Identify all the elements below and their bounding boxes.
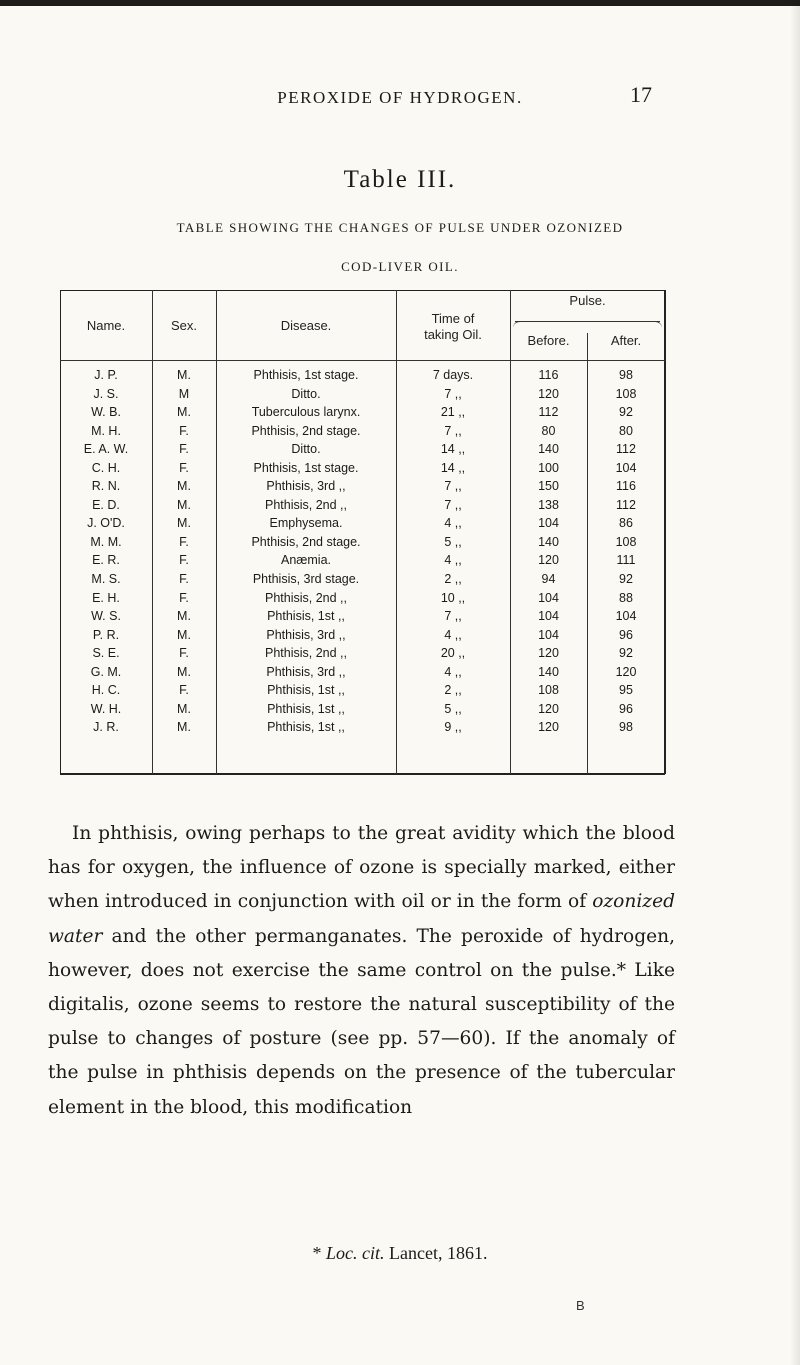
cell-before: 112 <box>538 405 559 420</box>
cell-sex: M. <box>177 627 191 642</box>
cell-time: 2 ,, <box>444 572 462 587</box>
cell-disease: Phthisis, 2nd ,, <box>265 497 347 512</box>
cell-after: 108 <box>615 386 637 401</box>
cell-before: 138 <box>538 497 559 512</box>
body-text-part-1: In phthisis, owing perhaps to the great avidity which the blood has for oxygen, the influence of ozone is specially marked, either when introduced in conjunction with oil or in the form of <box>48 823 675 913</box>
cell-sex: M. <box>177 701 191 716</box>
cell-time: 5 ,, <box>444 534 462 549</box>
cell-sex: M <box>178 386 190 401</box>
page-number: 17 <box>630 82 652 107</box>
table-border-bottom <box>60 773 665 775</box>
table-row <box>60 702 665 721</box>
cell-sex: F. <box>179 534 189 549</box>
table-row <box>60 368 665 387</box>
cell-time: 9 ,, <box>444 720 462 735</box>
cell-before: 120 <box>538 646 559 661</box>
cell-sex: M. <box>177 609 191 624</box>
page-header <box>0 82 800 112</box>
cell-sex: F. <box>179 460 189 475</box>
cell-after: 116 <box>616 479 636 494</box>
table-row <box>60 572 665 591</box>
cell-name: M. M. <box>90 534 122 549</box>
cell-disease: Phthisis, 3rd ,, <box>266 664 346 679</box>
signature-mark: B <box>576 1298 585 1313</box>
cell-disease: Phthisis, 1st ,, <box>267 701 345 716</box>
cell-before: 100 <box>538 460 559 475</box>
cell-time: 7 ,, <box>444 497 462 512</box>
cell-before: 150 <box>538 479 559 494</box>
header-before: Before. <box>527 333 570 348</box>
cell-sex: F. <box>179 646 189 661</box>
cell-before: 104 <box>538 590 559 605</box>
cell-before: 120 <box>538 553 559 568</box>
cell-time: 7 ,, <box>444 479 462 494</box>
cell-after: 120 <box>615 664 637 679</box>
footnote-italic: Loc. cit. <box>326 1243 385 1263</box>
cell-sex: M. <box>177 664 191 679</box>
cell-after: 92 <box>619 572 633 587</box>
cell-disease: Phthisis, 1st ,, <box>267 609 345 624</box>
cell-time: 4 ,, <box>444 627 462 642</box>
cell-name: C. H. <box>91 460 121 475</box>
table-row <box>60 442 665 461</box>
cell-before: 140 <box>538 534 559 549</box>
table-caption-line-2: COD-LIVER OIL. <box>341 259 459 274</box>
table-row <box>60 665 665 684</box>
cell-time: 7 ,, <box>444 386 462 401</box>
running-head: PEROXIDE OF HYDROGEN. <box>277 88 523 107</box>
cell-time: 21 ,, <box>440 405 466 420</box>
cell-after: 98 <box>619 720 633 735</box>
cell-name: W. B. <box>91 405 121 420</box>
cell-name: W. H. <box>90 701 122 716</box>
cell-after: 92 <box>619 646 633 661</box>
table-row <box>60 479 665 498</box>
table-caption-line-1: TABLE SHOWING THE CHANGES OF PULSE UNDER OZONIZED <box>176 220 624 235</box>
footnote-text: Lancet, 1861. <box>384 1243 488 1263</box>
cell-name: J. R. <box>93 720 119 735</box>
cell-name: J. P. <box>94 368 118 382</box>
cell-disease: Phthisis, 2nd stage. <box>251 534 361 549</box>
table-row <box>60 461 665 480</box>
cell-after: 86 <box>619 516 633 531</box>
cell-time: 4 ,, <box>444 516 462 531</box>
cell-time: 4 ,, <box>444 664 462 679</box>
cell-time: 7 ,, <box>444 609 462 624</box>
body-text-part-2: and the other permanganates. The peroxide of hydrogen, however, does not exercise the same control on the pulse.* Like digitalis, ozone seems to restore the natural susceptibility of the pulse to changes of posture (see pp. 57—60). If the anomaly of the pulse in phthisis depends on the presence of the tubercular element in the blood, this modification <box>48 925 675 1118</box>
cell-disease: Phthisis, 1st stage. <box>253 368 359 382</box>
table-row <box>60 720 665 739</box>
table-row <box>60 683 665 702</box>
cell-after: 95 <box>619 683 633 698</box>
cell-sex: F. <box>179 423 189 438</box>
pulse-table <box>60 290 665 774</box>
table-row <box>60 516 665 535</box>
cell-sex: F. <box>179 553 189 568</box>
cell-time: 7 ,, <box>444 423 462 438</box>
cell-name: P. R. <box>92 627 120 642</box>
header-rule <box>60 360 665 361</box>
header-disease: Disease. <box>280 318 332 333</box>
cell-disease: Emphysema. <box>269 516 343 531</box>
header-time-line-2: taking Oil. <box>424 327 482 342</box>
header-sex: Sex. <box>170 318 197 333</box>
body-paragraph <box>48 817 675 1125</box>
footnote <box>0 1243 800 1264</box>
cell-name: M. S. <box>91 572 121 587</box>
cell-sex: F. <box>179 442 189 457</box>
cell-name: J. O'D. <box>87 516 125 531</box>
cell-before: 116 <box>538 368 559 382</box>
cell-after: 98 <box>619 368 633 382</box>
cell-after: 92 <box>619 405 633 420</box>
cell-name: E. R. <box>92 553 120 568</box>
cell-disease: Anæmia. <box>280 553 332 568</box>
cell-disease: Phthisis, 1st ,, <box>267 720 345 735</box>
cell-time: 2 ,, <box>444 683 462 698</box>
cell-disease: Phthisis, 1st ,, <box>267 683 345 698</box>
cell-before: 120 <box>538 701 559 716</box>
pulse-brace <box>515 321 660 322</box>
cell-name: E. D. <box>92 497 120 512</box>
cell-sex: M. <box>177 405 191 420</box>
cell-sex: M. <box>177 720 191 735</box>
cell-disease: Ditto. <box>291 386 321 401</box>
cell-sex: F. <box>179 590 189 605</box>
cell-sex: F. <box>179 683 189 698</box>
cell-before: 108 <box>538 683 559 698</box>
cell-sex: M. <box>177 479 191 494</box>
cell-before: 94 <box>541 572 556 587</box>
cell-name: M. H. <box>91 423 121 438</box>
cell-before: 104 <box>538 516 559 531</box>
cell-disease: Phthisis, 2nd stage. <box>251 423 361 438</box>
cell-after: 104 <box>615 609 637 624</box>
table-row <box>60 498 665 517</box>
cell-after: 96 <box>619 701 633 716</box>
cell-disease: Phthisis, 2nd ,, <box>265 646 347 661</box>
cell-before: 140 <box>538 442 559 457</box>
cell-name: W. S. <box>91 609 121 624</box>
cell-disease: Tuberculous larynx. <box>251 405 361 420</box>
body-text-italic: ozonized water <box>48 891 675 947</box>
table-body <box>60 368 665 739</box>
cell-before: 104 <box>538 627 559 642</box>
cell-before: 120 <box>538 386 559 401</box>
cell-before: 120 <box>538 720 559 735</box>
footnote-marker: * <box>312 1243 327 1263</box>
cell-time: 14 ,, <box>440 460 466 475</box>
header-name: Name. <box>86 318 126 333</box>
cell-time: 7 days. <box>432 368 474 382</box>
cell-disease: Phthisis, 1st stage. <box>253 460 359 475</box>
cell-after: 88 <box>619 590 633 605</box>
cell-disease: Phthisis, 3rd ,, <box>266 479 346 494</box>
cell-after: 112 <box>616 497 636 512</box>
cell-time: 4 ,, <box>444 553 462 568</box>
header-after: After. <box>610 333 642 348</box>
cell-name: J. S. <box>93 386 119 401</box>
table-row <box>60 609 665 628</box>
cell-time: 5 ,, <box>444 701 462 716</box>
cell-name: H. C. <box>91 683 121 698</box>
cell-before: 80 <box>541 423 556 438</box>
table-title: Table III. <box>343 166 457 193</box>
cell-sex: M. <box>177 497 191 512</box>
cell-before: 140 <box>538 664 559 679</box>
table-row <box>60 405 665 424</box>
cell-sex: F. <box>179 572 189 587</box>
cell-after: 96 <box>619 627 633 642</box>
page-top-rule <box>0 0 800 6</box>
cell-time: 10 ,, <box>440 590 466 605</box>
cell-after: 111 <box>616 553 636 568</box>
page-edge-shadow <box>790 0 800 1365</box>
cell-name: E. H. <box>92 590 120 605</box>
table-row <box>60 553 665 572</box>
cell-name: R. N. <box>91 479 121 494</box>
header-pulse: Pulse. <box>569 293 606 308</box>
table-row <box>60 591 665 610</box>
table-row <box>60 387 665 406</box>
cell-before: 104 <box>538 609 559 624</box>
cell-disease: Phthisis, 3rd ,, <box>266 627 346 642</box>
cell-name: S. E. <box>92 646 120 661</box>
table-row <box>60 424 665 443</box>
cell-sex: M. <box>177 368 191 382</box>
cell-disease: Phthisis, 3rd stage. <box>252 572 360 587</box>
cell-name: E. A. W. <box>83 442 129 457</box>
cell-after: 80 <box>619 423 633 438</box>
cell-after: 104 <box>615 460 637 475</box>
table-border-top <box>60 290 665 291</box>
table-row <box>60 646 665 665</box>
cell-after: 112 <box>616 442 636 457</box>
table-row <box>60 628 665 647</box>
cell-disease: Phthisis, 2nd ,, <box>265 590 347 605</box>
cell-disease: Ditto. <box>291 442 321 457</box>
table-row <box>60 535 665 554</box>
cell-time: 14 ,, <box>440 442 466 457</box>
cell-time: 20 ,, <box>440 646 466 661</box>
cell-after: 108 <box>615 534 637 549</box>
header-time-line-1: Time of <box>431 311 475 326</box>
cell-name: G. M. <box>90 664 122 679</box>
cell-sex: M. <box>177 516 191 531</box>
